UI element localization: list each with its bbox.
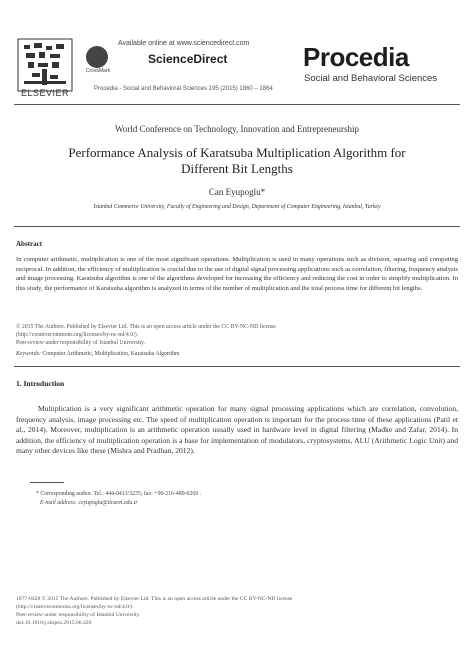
license-link[interactable]: (http://creativecommons.org/licenses/by-nc-nd/4.0/). [16,332,139,338]
paper-title-line-1: Performance Analysis of Karatsuba Multiplication Algorithm for [68,145,406,160]
available-online-link[interactable]: Available online at www.sciencedirect.com [118,40,250,47]
author-affiliation: Istanbul Commerce University, Faculty of Engineering and Design, Department of Computer Engineering, Istanbul, Turkey [93,204,381,210]
copyright-line-3: Peer-review under responsibility of Istanbul University. [16,612,141,618]
crossmark-label: CrossMark [85,68,111,74]
paper-title [20,145,454,177]
introduction-heading: 1. Introduction [16,379,65,388]
license-line-1: © 2015 The Authors. Published by Elsevier Ltd. This is an open access article under the CC BY-NC-ND license [16,324,276,330]
author-email[interactable]: E-mail address: ceyupoglu@ticaret.edu.tr [40,500,138,506]
journal-logo-subtitle: Social and Behavioral Sciences [304,73,438,84]
abstract-heading: Abstract [16,240,43,248]
copyright-line-1: 1877-0428 © 2015 The Authors. Published by Elsevier Ltd. This is an open access article under the CC BY-NC-ND license [16,596,293,602]
copyright-block [16,595,292,627]
abstract-bottom-divider [14,366,460,367]
publisher-name: ELSEVIER [20,88,70,98]
keywords [16,351,458,357]
doi-link[interactable]: doi:10.1016/j.sbspro.2015.06.420 [16,620,92,626]
journal-citation: Procedia - Social and Behavioral Sciences 195 (2015) 1860 – 1864 [94,86,273,92]
conference-name: World Conference on Technology, Innovation and Entrepreneurship [114,124,360,134]
abstract-top-divider [14,226,460,227]
crossmark-icon[interactable] [86,46,108,68]
introduction-text: Multiplication is a very significant arithmetic operation for many signal processing applications which are correlation, convolution, frequency analysis, image processing etc. The speed of multiplication operation is important for the process time of these applications (Patil et al., 2014). Moreover, multiplication is an arithmetic operation usually used in hardware level in digital filtering (Madke and Zafar, 2014). In addition, the efficiency of multiplication operation is a base for implementation of modulators, cryptosystems, ALU (Arithmetic Logic Unit) and many other devices like these (Mishra and Pradhan, 2012). [16,404,458,455]
footnote-divider [30,482,64,483]
sciencedirect-logo: ScienceDirect [148,52,228,66]
author-name: Can Eyupoglu* [208,187,266,197]
abstract-text: In computer arithmetic, multiplication is one of the most significant operations. Multiplication is used in many operations such as division, squaring and computing reciprocal. In addition, the efficiency of multiplication is crucial due to the use of digital signal processing applications such as correlation, filtering, frequency analysis and image processing. Karatsuba algorithm is one of the algorithms developed for increasing the efficiency and reducing the cost in order to simplify multiplication. In this study, the performance of Karatsuba algorithm is analyzed in terms of the number of multiplication and the total process time for different bit lengths. [16,256,458,292]
license-notice [16,323,458,347]
copyright-license-link[interactable]: (http://creativecommons.org/licenses/by-nc-nd/4.0/). [16,604,134,610]
paper-title-line-2: Different Bit Lengths [181,161,293,176]
license-line-3: Peer-review under responsibility of Istanbul University. [16,340,145,346]
keywords-list: Computer Arithmetic, Multiplication, Karatsuba Algorithm [40,351,180,357]
corresponding-author-note: * Corresponding author. Tel.: 444-0413/3235; fax: +90-216-489-0269 . [36,491,202,497]
journal-logo-title: Procedia [303,42,409,72]
keywords-label: Keywords: [16,351,41,357]
header-divider [14,104,460,105]
